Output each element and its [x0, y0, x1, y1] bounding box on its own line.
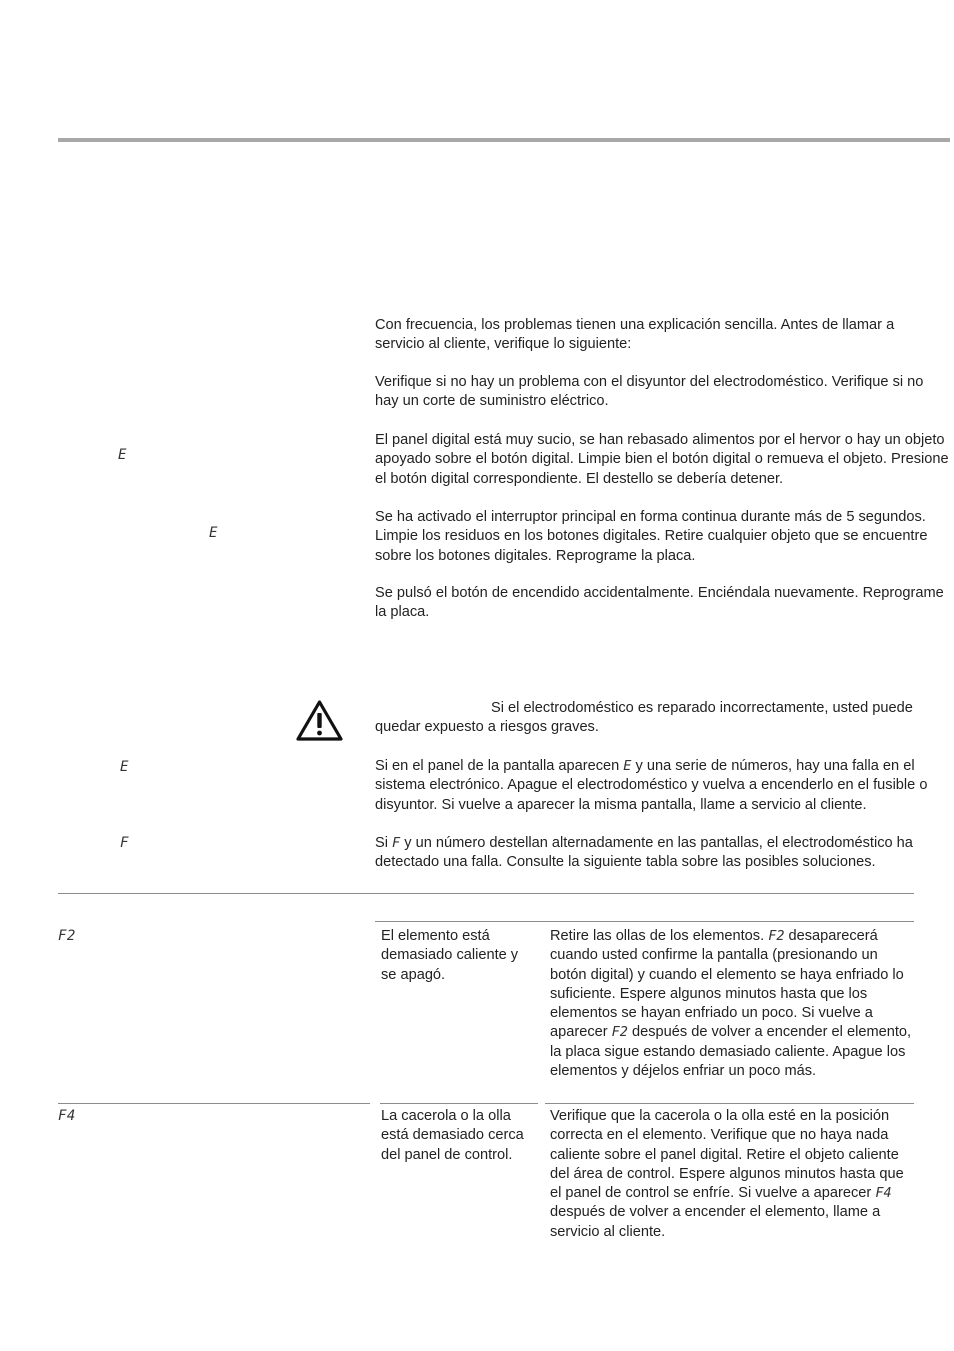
check-breaker-text: Verifique si no hay un problema con el disyuntor del electrodoméstico. Verifique si no hay un corte de suministro eléctrico.: [375, 374, 924, 410]
cause-f4: La cacerola o la olla está demasiado cerca del panel de control.: [381, 1108, 524, 1163]
top-rule: [58, 138, 950, 142]
row-rule-code: [58, 1103, 370, 1104]
check-main-switch-text: Se ha activado el interruptor principal en forma continua durante más de 5 segundos. Limpie los residuos en los botones digitales. Retire cualquier objeto que se encuentre sobre los botones digitales. Reprograme la placa.: [375, 509, 928, 564]
error-code-e: E: [209, 525, 218, 541]
warning-text: Si el electrodoméstico es reparado incorrectamente, usted puede quedar expuesto a riesgos graves.: [375, 700, 913, 736]
row-rule-remedy: [545, 1103, 914, 1104]
fault-code-f4: F4: [58, 1108, 76, 1124]
row-rule-cause: [380, 1103, 538, 1104]
fault-code-f2: F2: [58, 928, 76, 944]
inline-code-f4: F4: [875, 1185, 892, 1202]
table-top-rule: [58, 893, 914, 894]
check-power-button-text: Se pulsó el botón de encendido accidentalmente. Enciéndala nuevamente. Reprograme la placa.: [375, 585, 944, 621]
remedy-f2: Retire las ollas de los elementos. F2 desaparecerá cuando usted confirme la pantalla (presionando un botón digital) y cuando el elemento se haya enfriado lo suficiente. Espere algunos minutos hasta que los elementos se hayan enfriado un poco. Si vuelve a aparecer F2 después de volver a encender el elemento, la placa sigue estando demasiado caliente. Apague los elementos y déjelos enfriar un poco más.: [550, 928, 912, 1080]
inline-code-f2: F2: [768, 928, 785, 944]
intro-paragraph: Con frecuencia, los problemas tienen una explicación sencilla. Antes de llamar a servicio al cliente, verifique lo siguiente:: [375, 317, 895, 353]
check-dirty-panel-text: El panel digital está muy sucio, se han rebasado alimentos por el hervor o hay un objeto apoyado sobre el botón digital. Limpie bien el botón digital o remueva el objeto. Presione el botón digital correspondiente. El destello se debería detener.: [375, 432, 949, 487]
warning-triangle-icon: [296, 700, 343, 741]
fault-flash-text: Si F y un número destellan alternadamente en las pantallas, el electrodoméstico ha detectado una falla. Consulte la siguiente tabla sobre las posibles soluciones.: [375, 835, 913, 871]
remedy-f4: Verifique que la cacerola o la olla esté en la posición correcta en el elemento. Verifique que no haya nada caliente sobre el panel digital. Retire el objeto caliente del área de control. Espere algunos minutos hasta que el panel de control se enfríe. Si vuelve a aparecer F4 después de volver a encender el elemento, llame a servicio al cliente.: [550, 1108, 904, 1240]
error-code-e: E: [120, 759, 129, 775]
table-header-rule: [375, 921, 914, 922]
inline-error-code-f: F: [392, 835, 401, 851]
fault-electronic-text: Si en el panel de la pantalla aparecen E y una serie de números, hay una falla en el sistema electrónico. Apague el electrodoméstico y vuelva a encenderlo en el fusible o disyuntor. Si vuelve a aparecer la misma pantalla, llame a servicio al cliente.: [375, 758, 928, 813]
error-code-e: E: [118, 447, 127, 463]
inline-error-code-e: E: [623, 758, 632, 774]
inline-code-f2: F2: [611, 1024, 628, 1041]
cause-f2: El elemento está demasiado caliente y se apagó.: [381, 928, 519, 983]
error-code-f: F: [120, 835, 129, 851]
